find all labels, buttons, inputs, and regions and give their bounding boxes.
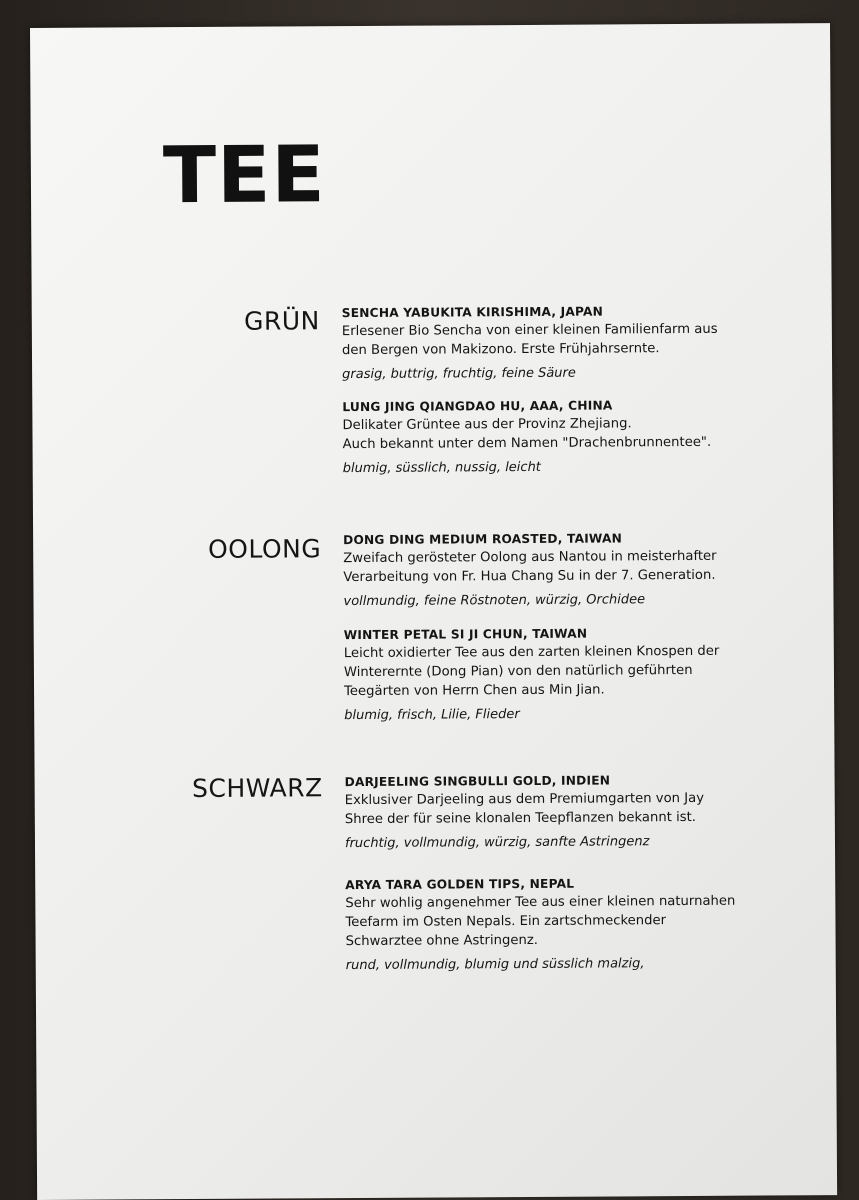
item-notes: blumig, frisch, Lilie, Flieder (344, 707, 520, 724)
menu-item (343, 529, 743, 611)
item-notes: grasig, buttrig, fruchtig, feine Säure (342, 365, 576, 383)
item-name: DONG DING MEDIUM ROASTED, TAIWAN (343, 531, 623, 548)
category-gruen: GRÜN (243, 306, 320, 336)
item-name: LUNG JING QIANGDAO HU, AAA, CHINA (342, 398, 613, 415)
item-name: ARYA TARA GOLDEN TIPS, NEPAL (345, 876, 575, 893)
menu-page (30, 23, 837, 1200)
page-title: TEE (162, 130, 326, 222)
item-description: Erlesener Bio Sencha von einer kleinen Familienfarm aus den Bergen von Makizono. Erste Frühjahrsernte. (341, 321, 718, 359)
menu-item (345, 771, 745, 853)
category-schwarz: SCHWARZ (191, 773, 323, 804)
item-notes: rund, vollmundig, blumig und süsslich malzig, (345, 956, 645, 974)
menu-item (345, 874, 746, 975)
item-notes: vollmundig, feine Röstnoten, würzig, Orchidee (343, 592, 646, 610)
item-name: SENCHA YABUKITA KIRISHIMA, JAPAN (341, 304, 604, 321)
item-description: Zweifach gerösteter Oolong aus Nantou in meisterhafter Verarbeitung von Fr. Hua Chang Su in der 7. Generation. (343, 548, 717, 586)
item-description: Exklusiver Darjeeling aus dem Premiumgarten von Jay Shree der für seine klonalen Teepflanzen bekannt ist. (344, 790, 705, 828)
menu-item (342, 302, 742, 384)
item-notes: fruchtig, vollmundig, würzig, sanfte Astringenz (344, 834, 650, 852)
item-description: Sehr wohlig angenehmer Tee aus einer kleinen naturnahen Teefarm im Osten Nepals. Ein zartschmeckender Schwarztee ohne Astringenz. (345, 893, 736, 950)
menu-item (342, 396, 742, 478)
item-description: Leicht oxidierter Tee aus den zarten kleinen Knospen der Winterernte (Dong Pian) von den natürlich geführten Teegärten von Herrn Chen aus Min Jian. (343, 643, 720, 700)
category-oolong: OOLONG (207, 534, 322, 564)
item-description: Delikater Grüntee aus der Provinz Zhejiang. Auch bekannt unter dem Namen "Drachenbrunnentee". (342, 416, 712, 453)
item-name: WINTER PETAL SI JI CHUN, TAIWAN (343, 626, 588, 643)
item-name: DARJEELING SINGBULLI GOLD, INDIEN (344, 773, 611, 790)
menu-item (344, 624, 745, 725)
item-notes: blumig, süsslich, nussig, leicht (342, 459, 541, 477)
